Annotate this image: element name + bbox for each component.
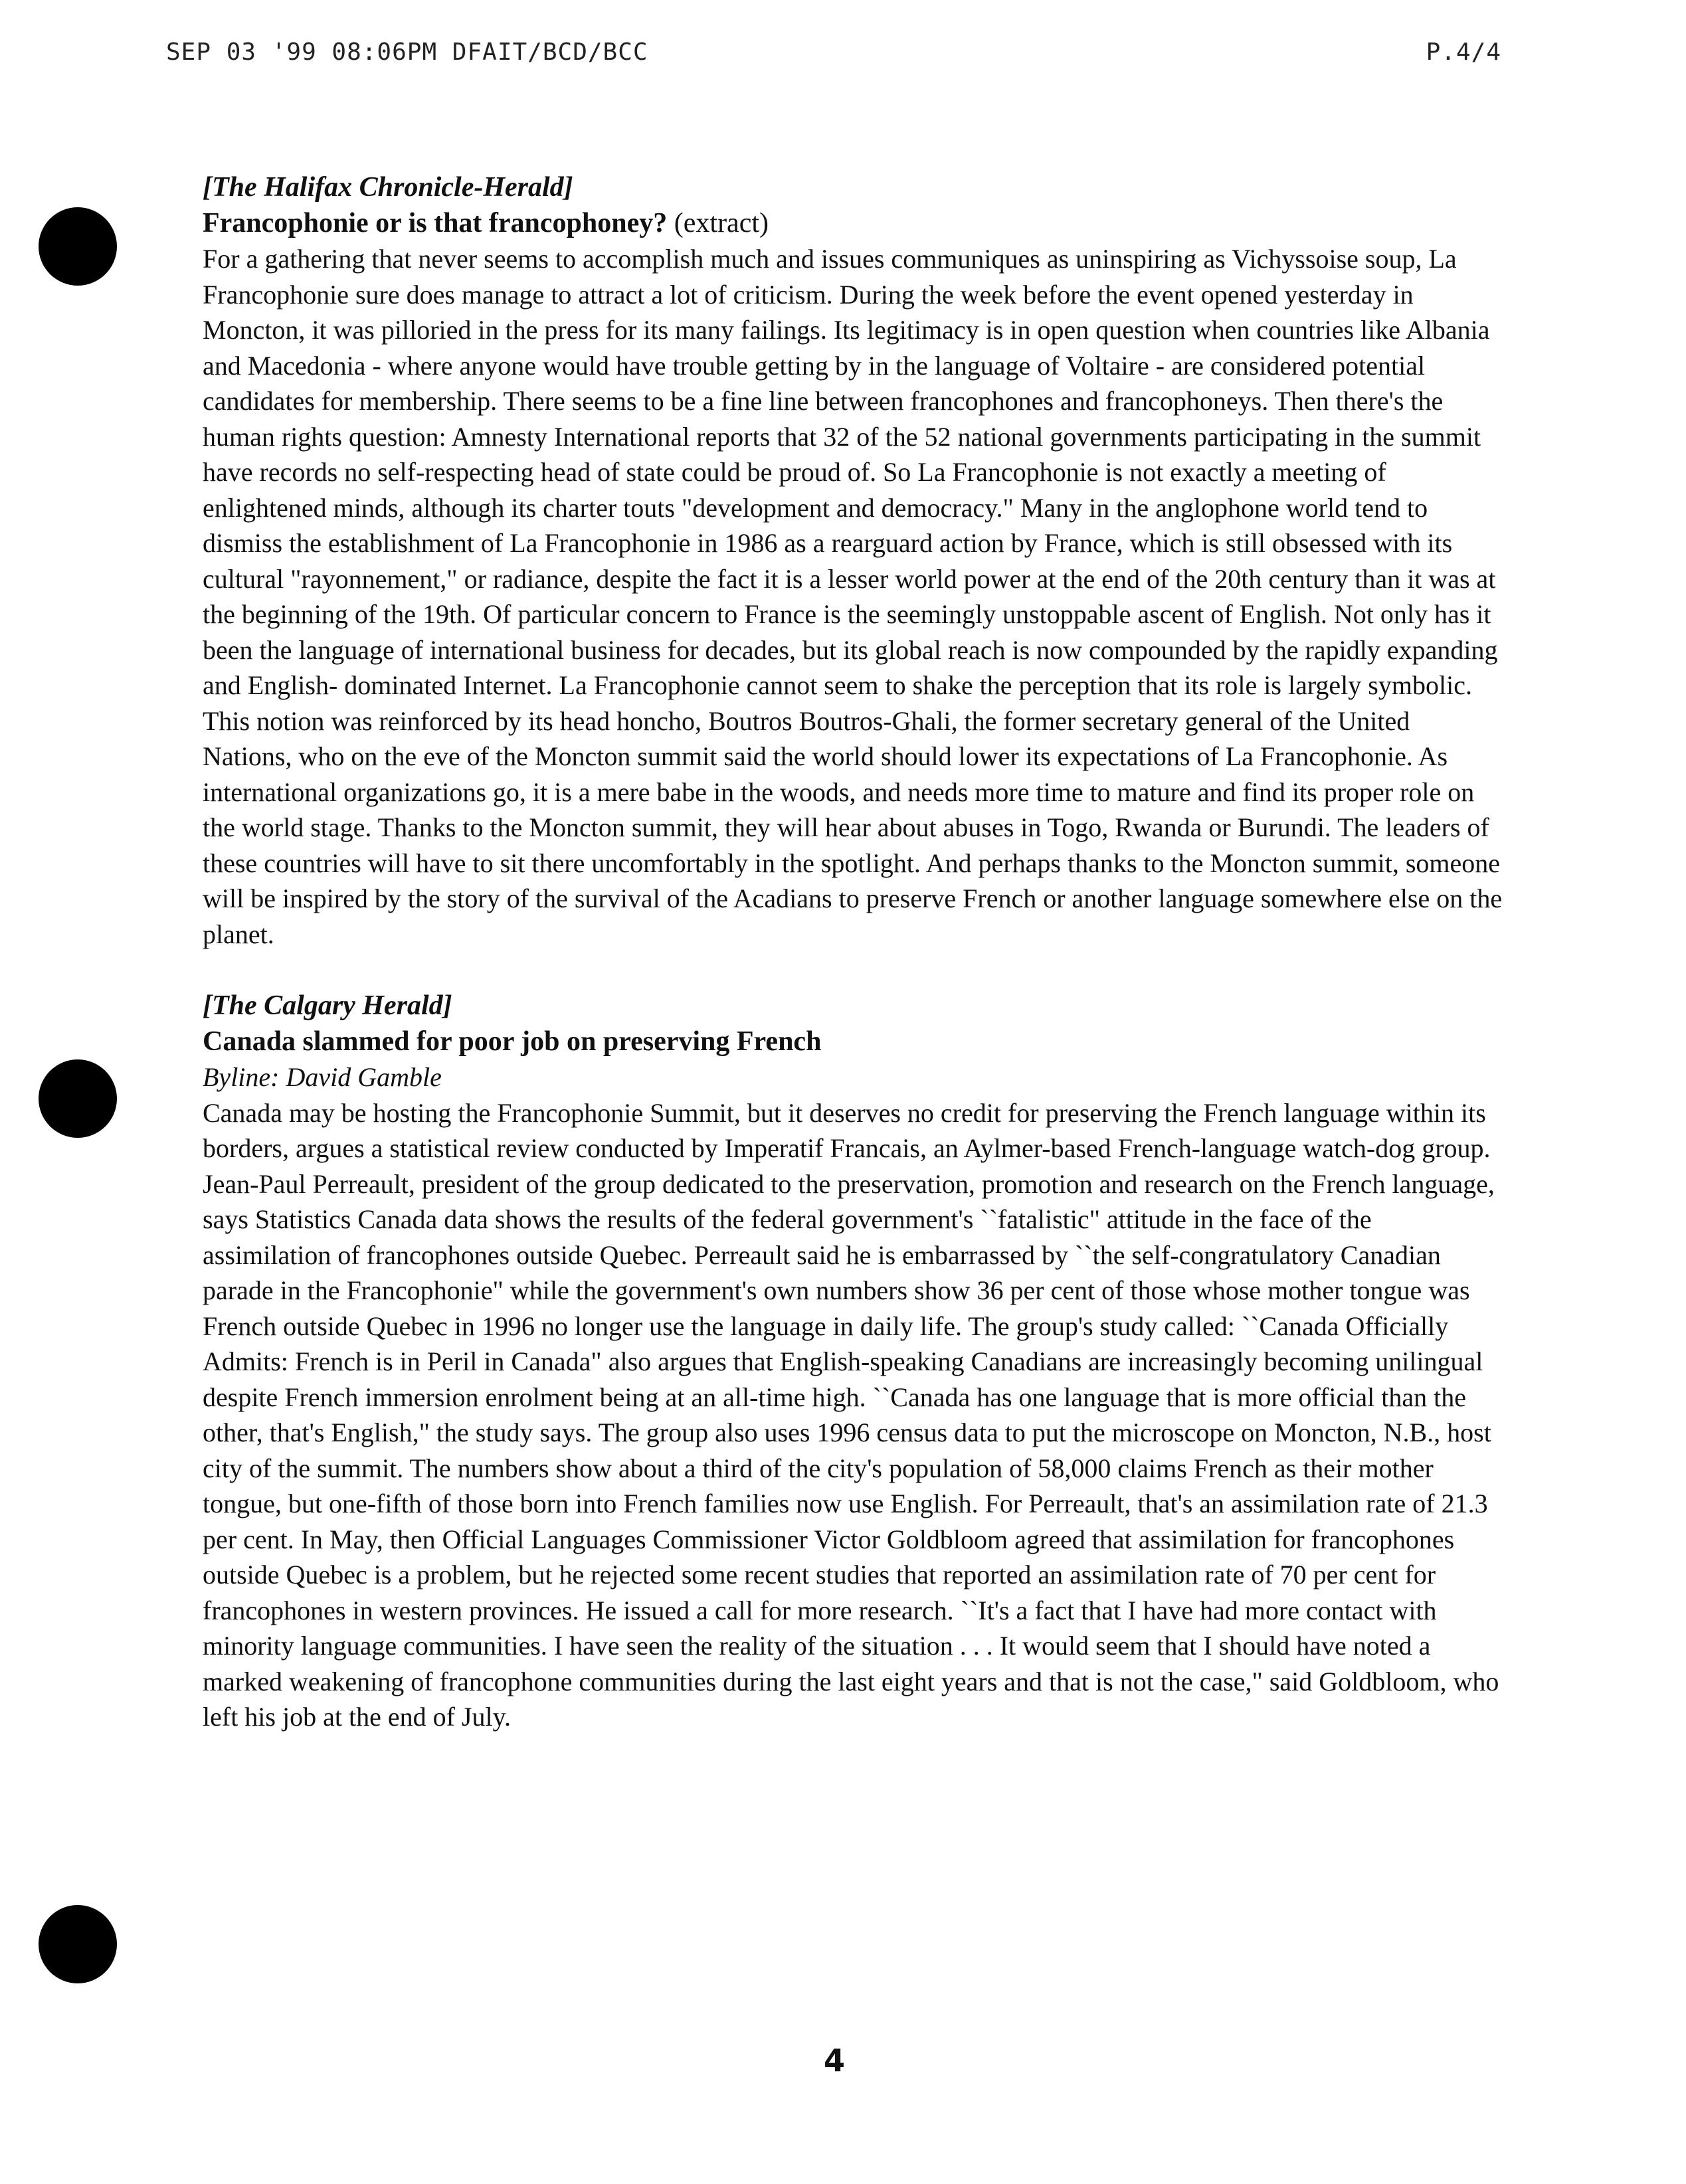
fax-transmission-line: SEP 03 '99 08:06PM DFAIT/BCD/BCC <box>166 39 648 66</box>
article-byline: Byline: David Gamble <box>203 1062 442 1092</box>
article-source: [The Halifax Chronicle-Herald] <box>203 172 573 203</box>
headline-text: Francophonie or is that francophoney? <box>203 208 668 238</box>
headline-note: (extract) <box>674 208 769 238</box>
article-calgary <box>203 988 1505 1735</box>
article-source: [The Calgary Herald] <box>203 990 452 1021</box>
article-halifax <box>203 169 1505 952</box>
fax-page-count: P.4/4 <box>1426 39 1501 66</box>
page-number: 4 <box>824 2043 846 2078</box>
document-body <box>203 169 1505 1735</box>
punch-hole-icon <box>39 1059 117 1138</box>
article-body: Canada may be hosting the Francophonie Summit, but it deserves no credit for preserving the French language within its borders, argues a statistical review conducted by Imperatif Francais, an Aylmer-based French-language watch-dog group. Jean-Paul Perreault, president of the group dedicated to the preservation, promotion and research on the French language, says Statistics Canada data shows the results of the federal government's ``fatalistic" attitude in the face of the assimilation of francophones outside Quebec. Perreault said he is embarrassed by ``the self-congratulatory Canadian parade in the Francophonie" while the government's own numbers show 36 per cent of those whose mother tongue was French outside Quebec in 1996 no longer use the language in daily life. The group's study called: ``Canada Officially Admits: French is in Peril in Canada" also argues that English-speaking Canadians are increasingly becoming unilingual despite French immersion enrolment being at an all-time high. ``Canada has one language that is more official than the other, that's English," the study says. The group also uses 1996 census data to put the microscope on Moncton, N.B., host city of the summit. The numbers show about a third of the city's population of 58,000 claims French as their mother tongue, but one-fifth of those born into French families now use English. For Perreault, that's an assimilation rate of 21.3 per cent. In May, then Official Languages Commissioner Victor Goldbloom agreed that assimilation for francophones outside Quebec is a problem, but he rejected some recent studies that reported an assimilation rate of 70 per cent for francophones in western provinces. He issued a call for more research. ``It's a fact that I have had more contact with minority language communities. I have seen the reality of the situation . . . It would seem that I should have noted a marked weakening of francophone communities during the last eight years and that is not the case," said Goldbloom, who left his job at the end of July. <box>203 1097 1499 1732</box>
punch-hole-icon <box>39 207 117 286</box>
article-headline: Canada slammed for poor job on preserving French <box>203 1026 822 1057</box>
punch-hole-icon <box>39 1905 117 1983</box>
article-body: For a gathering that never seems to accomplish much and issues communiques as uninspiring as Vichyssoise soup, La Francophonie sure does manage to attract a lot of criticism. During the week before the event opened yesterday in Moncton, it was pilloried in the press for its many failings. Its legitimacy is in open question when countries like Albania and Macedonia - where anyone would have trouble getting by in the language of Voltaire - are considered potential candidates for membership. There seems to be a fine line between francophones and francophoneys. Then there's the human rights question: Amnesty International reports that 32 of the 52 national governments participating in the summit have records no self-respecting head of state could be proud of. So La Francophonie is not exactly a meeting of enlightened minds, although its charter touts "development and democracy." Many in the anglophone world tend to dismiss the establishment of La Francophonie in 1986 as a rearguard action by France, which is still obsessed with its cultural "rayonnement," or radiance, despite the fact it is a lesser world power at the end of the 20th century than it was at the beginning of the 19th. Of particular concern to France is the seemingly unstoppable ascent of English. Not only has it been the language of international business for decades, but its global reach is now compounded by the rapidly expanding and English- dominated Internet. La Francophonie cannot seem to shake the perception that its role is largely symbolic. This notion was reinforced by its head honcho, Boutros Boutros-Ghali, the former secretary general of the United Nations, who on the eve of the Moncton summit said the world should lower its expectations of La Francophonie. As international organizations go, it is a mere babe in the woods, and needs more time to mature and find its proper role on the world stage. Thanks to the Moncton summit, they will hear about abuses in Togo, Rwanda or Burundi. The leaders of these countries will have to sit there uncomfortably in the spotlight. And perhaps thanks to the Moncton summit, someone will be inspired by the story of the survival of the Acadians to preserve French or another language somewhere else on the planet. <box>203 244 1503 949</box>
article-headline <box>203 205 1505 241</box>
